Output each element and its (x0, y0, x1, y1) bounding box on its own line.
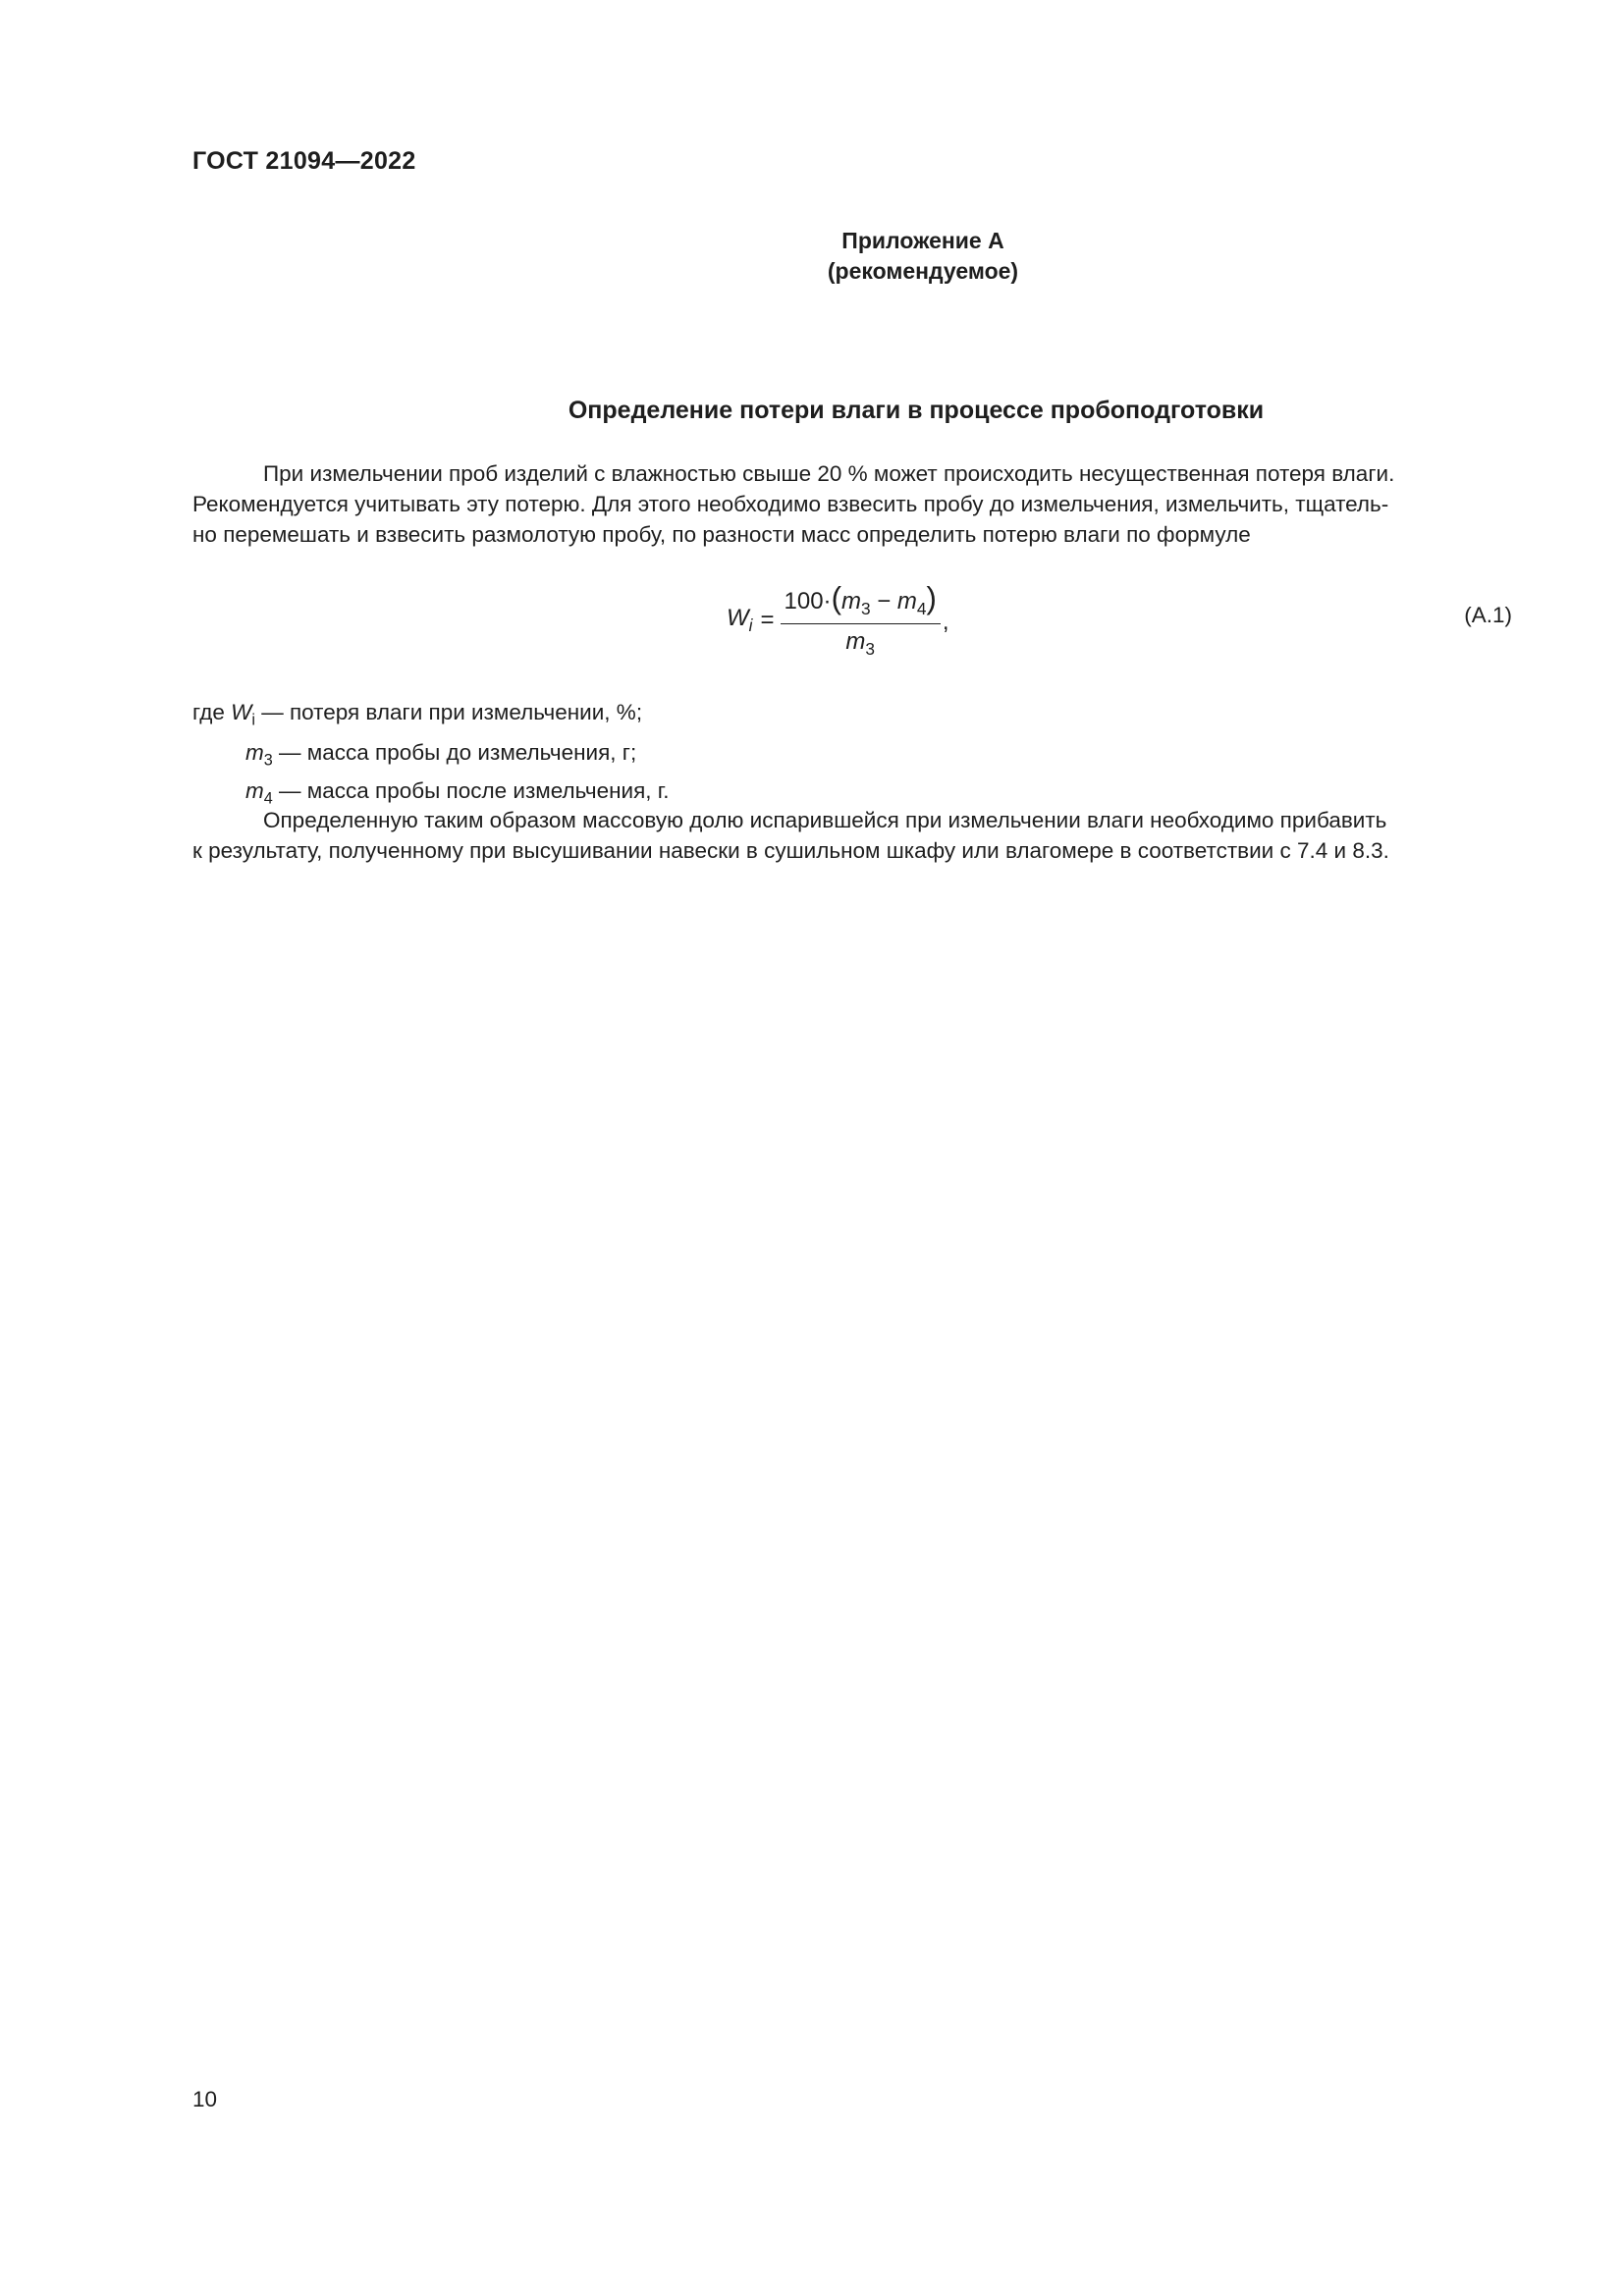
conclusion-line-1: Определенную таким образом массовую долю испарившейся при измельчении влаги необходимо прибавить (263, 808, 1387, 832)
conclusion-paragraph (192, 805, 1510, 866)
where-m4-subscript: 4 (263, 789, 273, 808)
formula-m4-symbol: m (896, 587, 917, 614)
formula-paren-open: ( (831, 580, 841, 615)
formula-lhs-subscript: i (748, 615, 753, 636)
formula-numerator (781, 581, 941, 624)
where-wi-description: — потеря влаги при измельчении, %; (254, 700, 643, 724)
appendix-title: Приложение А (841, 228, 1004, 253)
formula-m3-subscript: 3 (860, 599, 871, 618)
intro-line-1: При измельчении проб изделий с влажностью свыше 20 % может происходить несущественная потеря влаги. (263, 461, 1395, 486)
formula-lhs (727, 605, 753, 636)
where-wi (192, 698, 642, 735)
intro-line-3: но перемешать и взвесить размолотую пробу, по разности масс определить потерю влаги по формуле (192, 522, 1251, 547)
where-m4-symbol: m (245, 778, 264, 803)
formula-equals: = (760, 607, 775, 633)
where-m3 (245, 738, 636, 775)
formula-comma: , (942, 609, 949, 635)
formula-denominator (845, 624, 875, 660)
formula-fraction (781, 581, 941, 660)
formula-m4-subscript: 4 (916, 599, 927, 618)
section-title (0, 397, 1624, 425)
section-title-text: Определение потери влаги в процессе пробоподготовки (568, 397, 1265, 424)
conclusion-line-2: к результату, полученному при высушивании навески в сушильном шкафу или влагомере в соответствии с 7.4 и 8.3. (192, 838, 1389, 863)
where-m3-symbol: m (245, 740, 264, 765)
where-wi-subscript: i (251, 711, 255, 729)
document-code: ГОСТ 21094—2022 (192, 147, 416, 175)
equation-number: (А.1) (1464, 603, 1512, 627)
where-m4-description: — масса пробы после измельчения, г. (272, 778, 670, 803)
formula-den-m3-subscript: 3 (865, 639, 876, 660)
where-prefix: где (192, 700, 232, 724)
formula-m3-symbol: m (840, 587, 861, 614)
page-number: 10 (192, 2087, 218, 2111)
where-wi-symbol: W (231, 700, 252, 724)
appendix-heading (0, 226, 1624, 287)
appendix-status: (рекомендуемое) (827, 258, 1019, 284)
formula-lhs-symbol: W (727, 604, 749, 631)
formula-den-m3-symbol: m (845, 628, 866, 655)
intro-paragraph (192, 458, 1510, 550)
formula-minus: − (870, 587, 897, 614)
formula-coefficient: 100· (784, 587, 832, 614)
formula-a1 (727, 581, 949, 660)
where-m3-subscript: 3 (263, 751, 273, 770)
intro-line-2: Рекомендуется учитывать эту потерю. Для этого необходимо взвесить пробу до измельчения, измельчить, тщатель- (192, 492, 1389, 516)
where-m3-description: — масса пробы до измельчения, г; (272, 740, 637, 765)
formula-paren-close: ) (926, 580, 937, 615)
